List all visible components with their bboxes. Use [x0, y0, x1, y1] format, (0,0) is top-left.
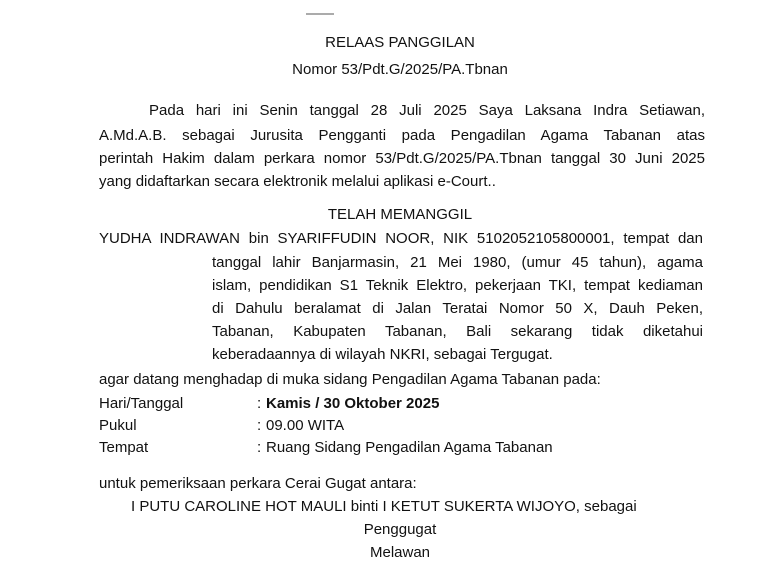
place-separator: : — [257, 439, 262, 456]
party-line-3: islam, pendidikan S1 Teknik Elektro, pekerjaan TKI, tempat kediaman — [212, 277, 703, 294]
time-value: 09.00 WITA — [266, 417, 345, 434]
place-value: Ruang Sidang Pengadilan Agama Tabanan — [266, 439, 553, 456]
purpose-text: untuk pemeriksaan perkara Cerai Gugat antara: — [99, 475, 417, 492]
day-value: Kamis / 30 Oktober 2025 — [266, 395, 440, 412]
party-line-6: keberadaannya di wilayah NKRI, sebagai Tergugat. — [212, 346, 553, 363]
opening-line-1: Pada hari ini Senin tanggal 28 Juli 2025 Saya Laksana Indra Setiawan, — [149, 102, 705, 119]
opening-line-3: perintah Hakim dalam perkara nomor 53/Pdt.G/2025/PA.Tbnan tanggal 30 Juni 2025 — [99, 150, 705, 167]
time-label: Pukul — [99, 417, 137, 434]
party-line-5: Tabanan, Kabupaten Tabanan, Bali sekarang tidak diketahui — [212, 323, 703, 340]
party-line-2: tanggal lahir Banjarmasin, 21 Mei 1980, (umur 45 tahun), agama — [212, 254, 703, 271]
instruction-text: agar datang menghadap di muka sidang Pengadilan Agama Tabanan pada: — [99, 371, 601, 388]
case-number: Nomor 53/Pdt.G/2025/PA.Tbnan — [292, 61, 508, 78]
party-line-4: di Dahulu beralamat di Jalan Teratai Nomor 50 X, Dauh Peken, — [212, 300, 703, 317]
time-separator: : — [257, 417, 262, 434]
day-label: Hari/Tanggal — [99, 395, 184, 412]
plaintiff-line: I PUTU CAROLINE HOT MAULI binti I KETUT SUKERTA WIJOYO, sebagai — [131, 498, 637, 515]
document-title: RELAAS PANGGILAN — [325, 34, 475, 51]
header-mark — [306, 13, 334, 15]
place-label: Tempat — [99, 439, 149, 456]
party-line-1: YUDHA INDRAWAN bin SYARIFFUDIN NOOR, NIK 5102052105800001, tempat dan — [99, 230, 703, 247]
versus-text: Melawan — [369, 544, 431, 561]
opening-line-2: A.Md.A.B. sebagai Jurusita Pengganti pada Pengadilan Agama Tabanan atas — [99, 127, 705, 144]
opening-line-4: yang didaftarkan secara elektronik melalui aplikasi e-Court.. — [99, 173, 496, 190]
summoned-heading: TELAH MEMANGGIL — [327, 206, 473, 223]
plaintiff-role: Penggugat — [363, 521, 437, 538]
day-separator: : — [257, 395, 262, 412]
